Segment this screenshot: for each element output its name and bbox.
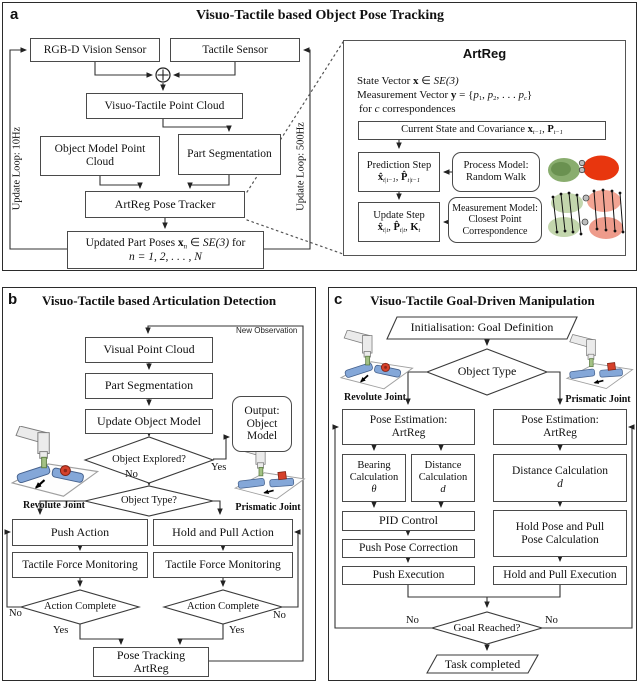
goal-no-label-right: No [545, 615, 558, 626]
tactile-sensor-box: Tactile Sensor [170, 38, 300, 62]
hold-and-pull-execution-box: Hold and Pull Execution [493, 566, 627, 585]
action-complete-decision-left: Action Complete [43, 601, 117, 612]
visual-point-cloud-box: Visual Point Cloud [85, 337, 213, 363]
revolute-joint-label-b: Revolute Joint [23, 500, 85, 511]
pose-estimation-artreg-box-right: Pose Estimation: ArtReg [493, 409, 627, 445]
new-observation-label: New Observation [236, 326, 298, 335]
action-no-label-left: No [9, 608, 22, 619]
part-segmentation-box-a: Part Segmentation [178, 134, 281, 175]
push-pose-correction-box: Push Pose Correction [342, 539, 475, 558]
revolute-joint-label-c: Revolute Joint [344, 392, 406, 403]
prismatic-joint-label-c: Prismatic Joint [565, 394, 631, 405]
object-model-point-cloud-box: Object Model Point Cloud [40, 136, 160, 176]
updated-part-poses-box [67, 231, 264, 269]
action-yes-label-right: Yes [229, 625, 245, 636]
process-model-box: Process Model: Random Walk [452, 152, 540, 192]
push-action-box: Push Action [12, 519, 148, 546]
action-complete-decision-right: Action Complete [186, 601, 260, 612]
explored-yes-label: Yes [211, 462, 227, 473]
artreg-pose-tracker-box: ArtReg Pose Tracker [85, 191, 245, 218]
initialisation-goal-definition-label: Initialisation: Goal Definition [410, 320, 554, 334]
pose-estimation-artreg-box-left: Pose Estimation: ArtReg [342, 409, 475, 445]
update-object-model-box: Update Object Model [85, 409, 213, 434]
artreg-state-vector-line: State Vector x ∈ SE(3) [357, 75, 459, 87]
object-type-decision-label-c: Object Type [457, 364, 517, 378]
action-yes-label-left: Yes [53, 625, 69, 636]
object-explored-decision-label: Object Explored? [112, 454, 186, 465]
hold-and-pull-action-box: Hold and Pull Action [153, 519, 293, 546]
part-segmentation-box-b: Part Segmentation [85, 373, 213, 399]
panel-c-letter: c [334, 291, 343, 308]
artreg-correspondences-line: for c correspondences [359, 103, 456, 115]
distance-calculation-box-right: Distance Calculation d [493, 454, 627, 502]
explored-no-label: No [125, 469, 138, 480]
hold-pose-pull-calculation-box: Hold Pose and Pull Pose Calculation [493, 510, 627, 557]
bearing-calculation-box: Bearing Calculation θ [342, 454, 406, 502]
push-execution-box: Push Execution [342, 566, 475, 585]
distance-calculation-box-left: Distance Calculation d [411, 454, 475, 502]
goal-no-label-left: No [406, 615, 419, 626]
tactile-force-monitoring-box-left: Tactile Force Monitoring [12, 552, 148, 578]
prismatic-joint-label-b: Prismatic Joint [235, 502, 301, 513]
update-loop-10hz-label: Update Loop: 10Hz [11, 126, 23, 211]
pid-control-box: PID Control [342, 511, 475, 531]
goal-reached-decision-label: Goal Reached? [453, 622, 521, 634]
prediction-step-box: Prediction Step $x̂_{t|t-1}$, $P̂_{t|t-1}$ [358, 152, 440, 192]
panel-a-letter: a [10, 6, 19, 23]
current-state-covariance-box: Current State and Covariance $x_{t-1}$, $P_{t-1}$ [358, 121, 606, 140]
robot-prismatic-image-c [567, 335, 633, 389]
updated-poses-line2: n = 1, 2, . . . , N [129, 250, 202, 263]
update-loop-500hz-label: Update Loop: 500Hz [295, 122, 307, 211]
tactile-force-monitoring-box-right: Tactile Force Monitoring [153, 552, 293, 578]
object-type-decision-label-b: Object Type? [121, 495, 177, 506]
pose-tracking-artreg-box: Pose Tracking ArtReg [93, 647, 209, 677]
task-completed-label: Task completed [444, 657, 521, 671]
panel-b-letter: b [8, 291, 18, 308]
measurement-model-box: Measurement Model: Closest Point Correspondence [448, 197, 542, 243]
panel-c-title: Visuo-Tactile Goal-Driven Manipulation [370, 293, 595, 308]
panel-b-title: Visuo-Tactile based Articulation Detection [41, 293, 277, 308]
updated-poses-line1: Updated Part Poses $x_n$ ∈ SE(3) for [85, 236, 246, 250]
action-no-label-right: No [273, 610, 286, 621]
panel-a-title: Visuo-Tactile based Object Pose Tracking [195, 8, 445, 23]
rgbd-vision-sensor-box: RGB-D Vision Sensor [30, 38, 160, 62]
merge-plus-icon [156, 68, 170, 82]
artreg-measurement-vector-line: Measurement Vector $y = \{p_1$, $p_2$, . . . $p_c$} [357, 89, 533, 103]
update-step-box: Update Step $x̂_{t|t}$, $P̂_{t|t}$, $K_t$ [358, 202, 440, 242]
artreg-detail-title: ArtReg [462, 46, 507, 61]
visuo-tactile-point-cloud-box: Visuo-Tactile Point Cloud [86, 93, 243, 119]
output-object-model-box: Output: Object Model [232, 396, 292, 452]
